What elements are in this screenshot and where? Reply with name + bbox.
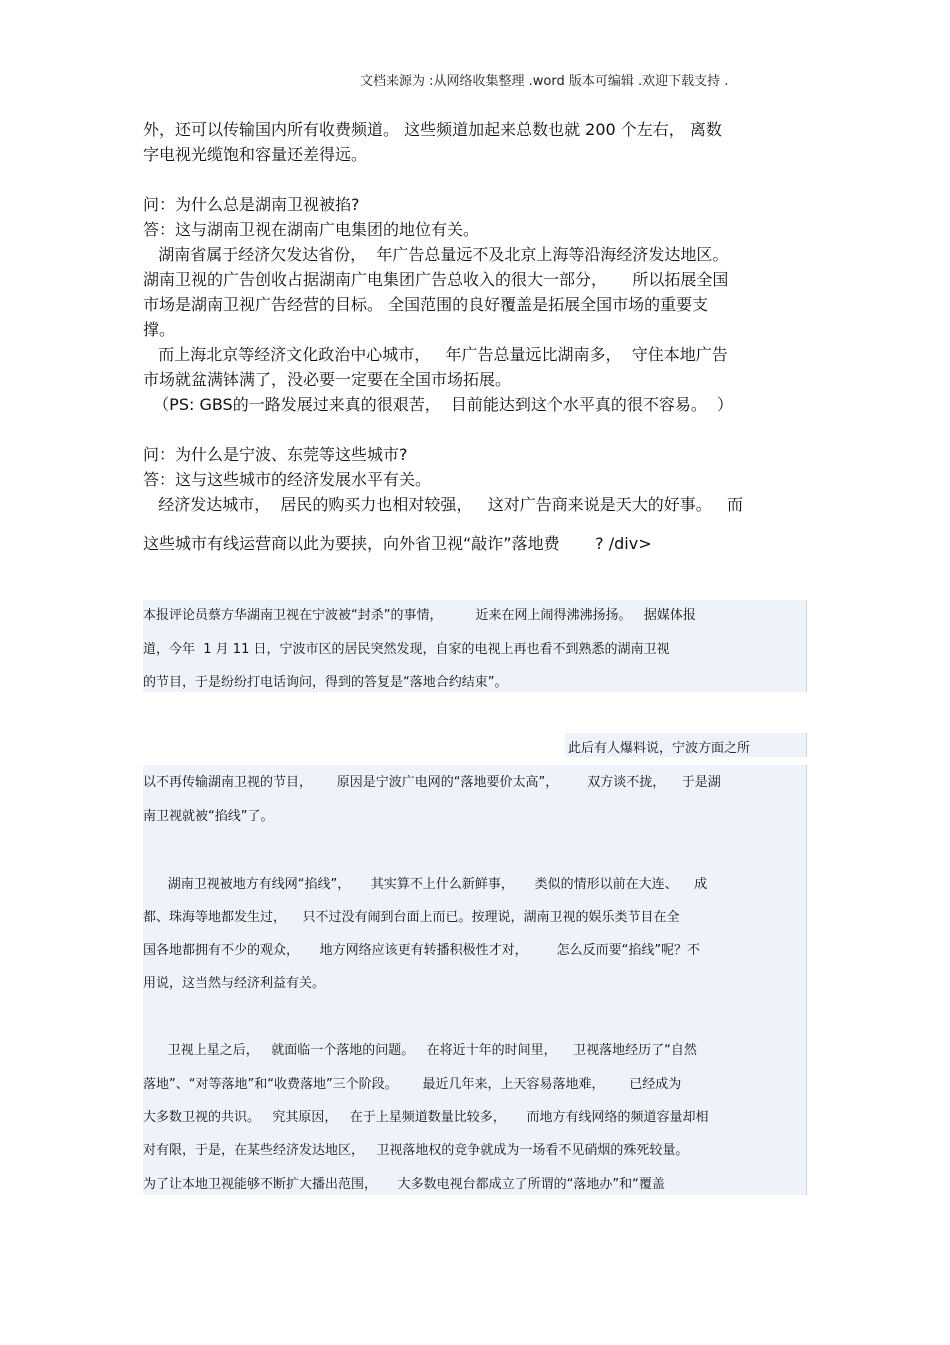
article-line: 国各地都拥有不少的观众， 地方网络应该更有转播积极性才对， 怎么反而要“掐线”呢？不	[143, 943, 701, 958]
body-line: 撑。	[143, 320, 176, 339]
article-paragraph-2-start	[565, 733, 807, 757]
body-line: 而上海北京等经济文化政治中心城市， 年广告总量远比湖南多， 守住本地广告	[143, 345, 728, 364]
body-line: 字电视光缆饱和容量还差得远。	[143, 145, 368, 164]
article-line: 都、珠海等地都发生过， 只不过没有闹到台面上而已。按理说，湖南卫视的娱乐类节目在全	[143, 910, 680, 925]
article-body	[143, 765, 807, 1195]
article-line: 为了让本地卫视能够不断扩大播出范围， 大多数电视台都成立了所谓的“落地办”和“覆盖	[143, 1177, 665, 1192]
body-line: 湖南省属于经济欠发达省份， 年广告总量远不及北京上海等沿海经济发达地区。	[143, 245, 729, 264]
article-line: 以不再传输湖南卫视的节目， 原因是宁波广电网的“落地要价太高”， 双方谈不拢， 于是湖	[143, 775, 721, 790]
article-line: 的节目，于是纷纷打电话询问，得到的答复是“落地合约结束”。	[143, 675, 508, 690]
article-line: 卫视上星之后， 就面临一个落地的问题。 在将近十年的时间里， 卫视落地经历了“自然	[143, 1043, 697, 1058]
article-line: 此后有人爆料说，宁波方面之所	[568, 741, 751, 756]
question-line: 问：为什么是宁波、东莞等这些城市?	[143, 445, 408, 464]
article-line: 用说，这当然与经济利益有关。	[143, 976, 326, 991]
body-line: 经济发达城市， 居民的购买力也相对较强， 这对广告商来说是天大的好事。 而	[143, 495, 743, 514]
body-line: 市场是湖南卫视广告经营的目标。 全国范围的良好覆盖是拓展全国市场的重要支	[143, 295, 709, 314]
body-line-last: 这些城市有线运营商以此为要挟，向外省卫视“敲诈”落地费 ? /div>	[143, 534, 652, 553]
article-line: 湖南卫视被地方有线网“掐线”， 其实算不上什么新鲜事， 类似的情形以前在大连、 成	[143, 877, 708, 892]
article-line: 对有限，于是，在某些经济发达地区， 卫视落地权的竞争就成为一场看不见硝烟的殊死较量。	[143, 1143, 689, 1158]
article-line: 落地”、“对等落地”和“收费落地”三个阶段。 最近几年来，上天容易落地难， 已经成为	[143, 1077, 682, 1092]
answer-line: 答：这与这些城市的经济发展水平有关。	[143, 470, 432, 489]
article-paragraph-1	[143, 600, 807, 692]
article-line: 本报评论员蔡方华湖南卫视在宁波被“封杀”的事情， 近来在网上闹得沸沸扬扬。 据媒体报	[143, 608, 696, 623]
article-line: 道，今年 1 月 11 日，宁波市区的居民突然发现，自家的电视上再也看不到熟悉的湖南卫视	[143, 642, 670, 657]
document-source-header: 文档来源为 :从网络收集整理 .word 版本可编辑 .欢迎下载支持 .	[360, 74, 729, 89]
answer-line: 答：这与湖南卫视在湖南广电集团的地位有关。	[143, 220, 480, 239]
body-line: 市场就盆满钵满了，没必要一定要在全国市场拓展。	[143, 370, 512, 389]
article-line: 大多数卫视的共识。 究其原因， 在于上星频道数量比较多， 而地方有线网络的频道容量却相	[143, 1110, 709, 1125]
body-line: 外，还可以传输国内所有收费频道。 这些频道加起来总数也就 200 个左右， 离数	[143, 120, 722, 139]
body-line: 湖南卫视的广告创收占据湖南广电集团广告总收入的很大一部分， 所以拓展全国	[143, 270, 729, 289]
body-line: （PS: GBS的一路发展过来真的很艰苦， 目前能达到这个水平真的很不容易。 ）	[143, 395, 734, 414]
question-line: 问：为什么总是湖南卫视被掐?	[143, 195, 360, 214]
article-line: 南卫视就被“掐线”了。	[143, 809, 274, 824]
